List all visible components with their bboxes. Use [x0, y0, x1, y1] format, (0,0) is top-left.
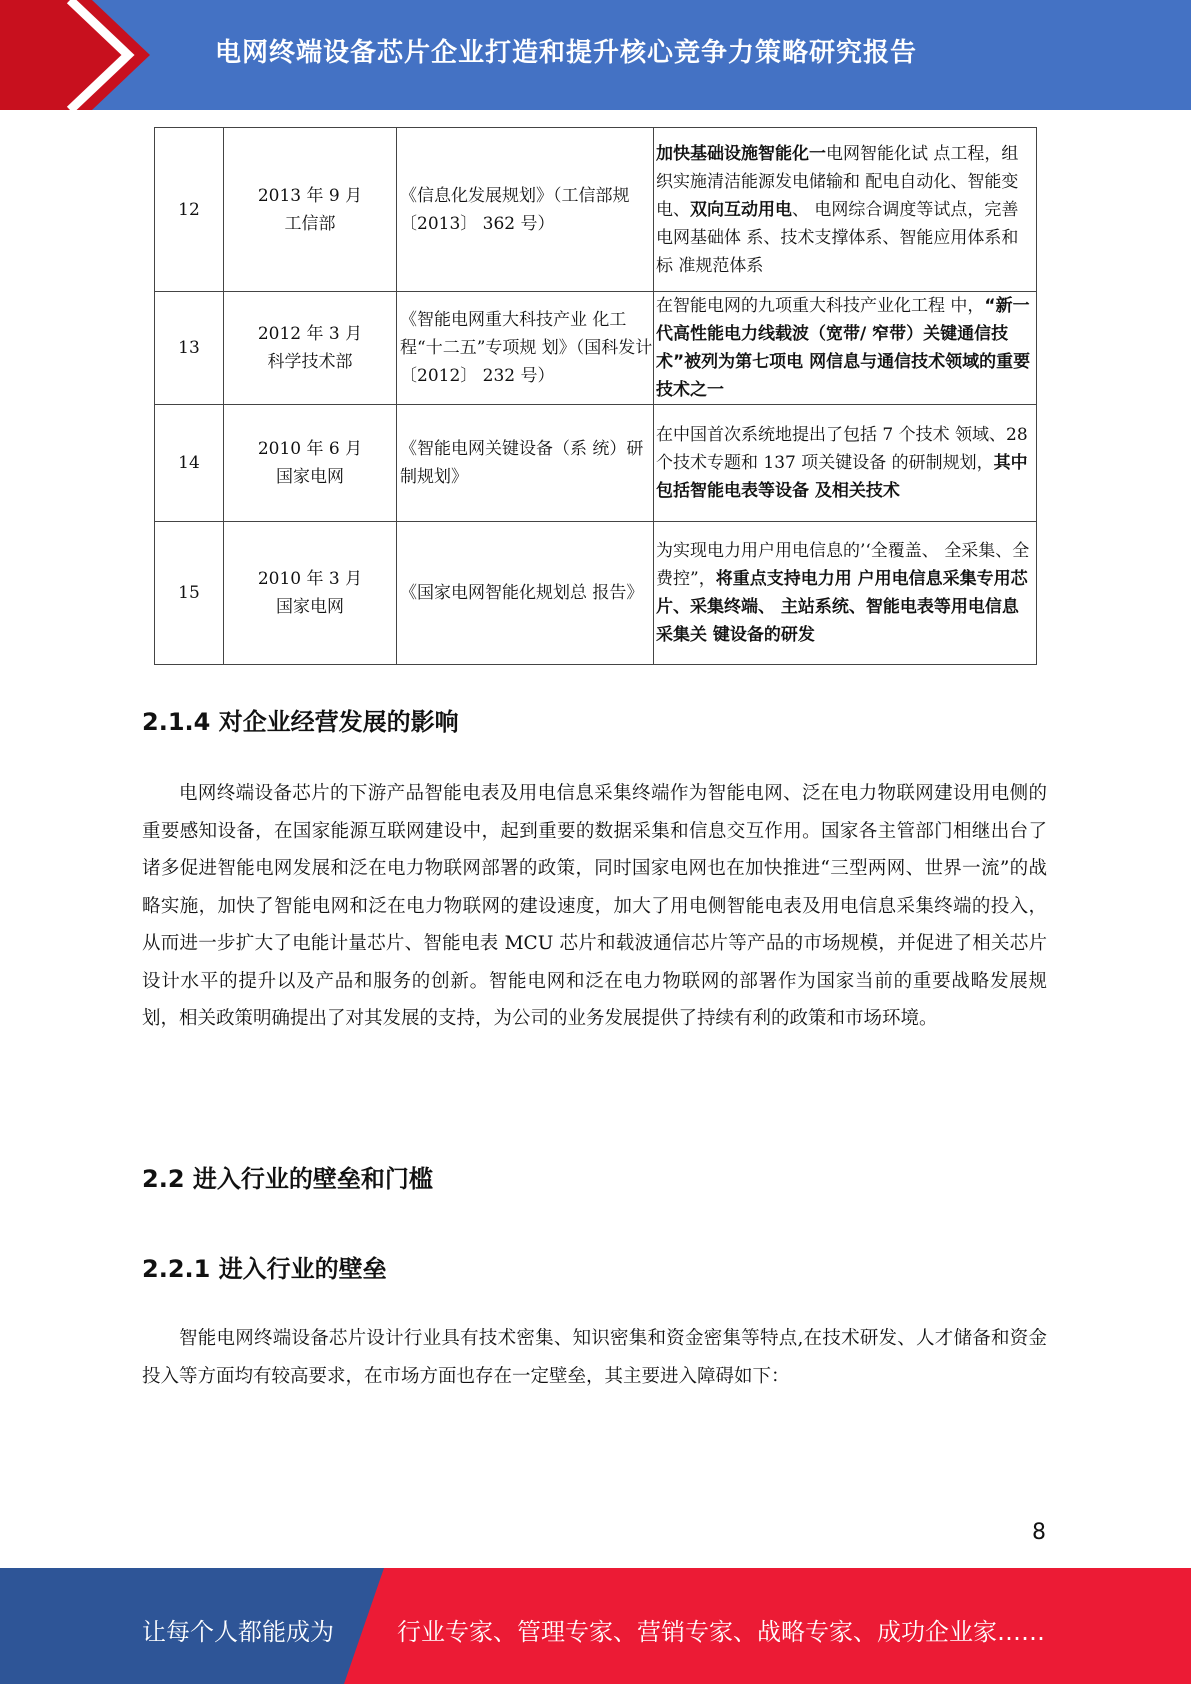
- section-heading-2-1-4: 2.1.4 对企业经营发展的影响: [142, 708, 459, 736]
- header-arrow-decoration: [0, 0, 150, 110]
- policy-table: [154, 127, 1037, 665]
- table-row: [155, 128, 1037, 292]
- desc-text: 在中国首次系统地提出了包括 7 个技术 领域、28 个技术专题和 137 项关键设备 的研制规划，: [656, 425, 1028, 473]
- desc-bold: “新一代高性能电力线载波（宽带/ 窄带）关键通信技术”被列为第七项电 网信息与通信技术领域的重要技术之一: [656, 296, 1031, 400]
- policy-description: [654, 292, 1037, 405]
- report-title: 电网终端设备芯片企业打造和提升核心竞争力策略研究报告: [215, 38, 918, 68]
- desc-text: 为实现电力用户用电信息的’‘全覆盖、 全采集、全费控”，: [656, 541, 1030, 589]
- issue-date: 2013 年 9 月: [257, 185, 363, 206]
- desc-text: 电网智能化试 点工程，组织实施清洁能源发电储输和 配电自动化、智能变电、: [656, 143, 1019, 220]
- policy-name: 《智能电网关键设备（系 统）研制规划》: [397, 405, 654, 522]
- department: 科学技术部: [267, 352, 353, 372]
- policy-name: 《国家电网智能化规划总 报告》: [397, 522, 654, 665]
- desc-text: 、 电网综合调度等试点，完善电网基础体 系、技术支撑体系、智能应用体系和标 准规范体系: [656, 199, 1019, 276]
- table-row: [155, 522, 1037, 665]
- policy-name: 《信息化发展规划》（工信部规〔2013〕 362 号）: [397, 128, 654, 292]
- date-dept-cell: [224, 292, 397, 405]
- policy-description: [654, 128, 1037, 292]
- department: 工信部: [284, 213, 336, 234]
- desc-bold: 将重点支持电力用 户用电信息采集专用芯片、采集终端、 主站系统、智能电表等用电信息采集关 键设备的研发: [656, 569, 1028, 645]
- row-number: 13: [155, 292, 224, 405]
- department: 国家电网: [276, 597, 344, 617]
- row-number: 12: [155, 128, 224, 292]
- date-dept-cell: [224, 128, 397, 292]
- desc-bold: 加快基础设施智能化一: [656, 143, 826, 164]
- row-number: 15: [155, 522, 224, 665]
- page-number: 8: [1032, 1520, 1046, 1545]
- issue-date: 2010 年 6 月: [257, 439, 363, 459]
- department: 国家电网: [276, 467, 344, 487]
- policy-description: [654, 522, 1037, 665]
- body-paragraph: 电网终端设备芯片的下游产品智能电表及用电信息采集终端作为智能电网、泛在电力物联网建设用电侧的重要感知设备，在国家能源互联网建设中，起到重要的数据采集和信息交互作用。国家各主管部门相继出台了诸多促进智能电网发展和泛在电力物联网部署的政策，同时国家电网也在加快推进“三型两网、世界一流”的战略实施，加快了智能电网和泛在电力物联网的建设速度，加大了用电侧智能电表及用电信息采集终端的投入，从而进一步扩大了电能计量芯片、智能电表 MCU 芯片和载波通信芯片等产品的市场规模，并促进了相关芯片设计水平的提升以及产品和服务的创新。智能电网和泛在电力物联网的部署作为国家当前的重要战略发展规划，相关政策明确提出了对其发展的支持，为公司的业务发展提供了持续有利的政策和市场环境。: [142, 783, 1047, 1029]
- page-header: [0, 0, 1191, 110]
- footer-slogan-left: 让每个人都能成为: [142, 1618, 334, 1646]
- policy-description: [654, 405, 1037, 522]
- row-number: 14: [155, 405, 224, 522]
- section-heading-2-2-1: 2.2.1 进入行业的壁垒: [142, 1255, 387, 1283]
- body-paragraph: 智能电网终端设备芯片设计行业具有技术密集、知识密集和资金密集等特点,在技术研发、人才储备和资金投入等方面均有较高要求，在市场方面也存在一定壁垒，其主要进入障碍如下：: [142, 1328, 1047, 1387]
- policy-name: 《智能电网重大科技产业 化工程“十二五”专项规 划》（国科发计〔2012〕 232 号）: [397, 292, 654, 405]
- table-row: [155, 405, 1037, 522]
- footer-slogan-right: 行业专家、管理专家、营销专家、战略专家、成功企业家……: [397, 1618, 1045, 1646]
- table-row: [155, 292, 1037, 405]
- desc-bold: 双向互动用电: [690, 199, 792, 220]
- desc-text: 在智能电网的九项重大科技产业化工程 中，: [656, 296, 985, 316]
- section-heading-2-2: 2.2 进入行业的壁垒和门槛: [142, 1165, 433, 1193]
- desc-bold: 其中包括智能电表等设备 及相关技术: [656, 453, 1028, 501]
- issue-date: 2010 年 3 月: [257, 569, 363, 589]
- issue-date: 2012 年 3 月: [257, 324, 363, 344]
- date-dept-cell: [224, 522, 397, 665]
- date-dept-cell: [224, 405, 397, 522]
